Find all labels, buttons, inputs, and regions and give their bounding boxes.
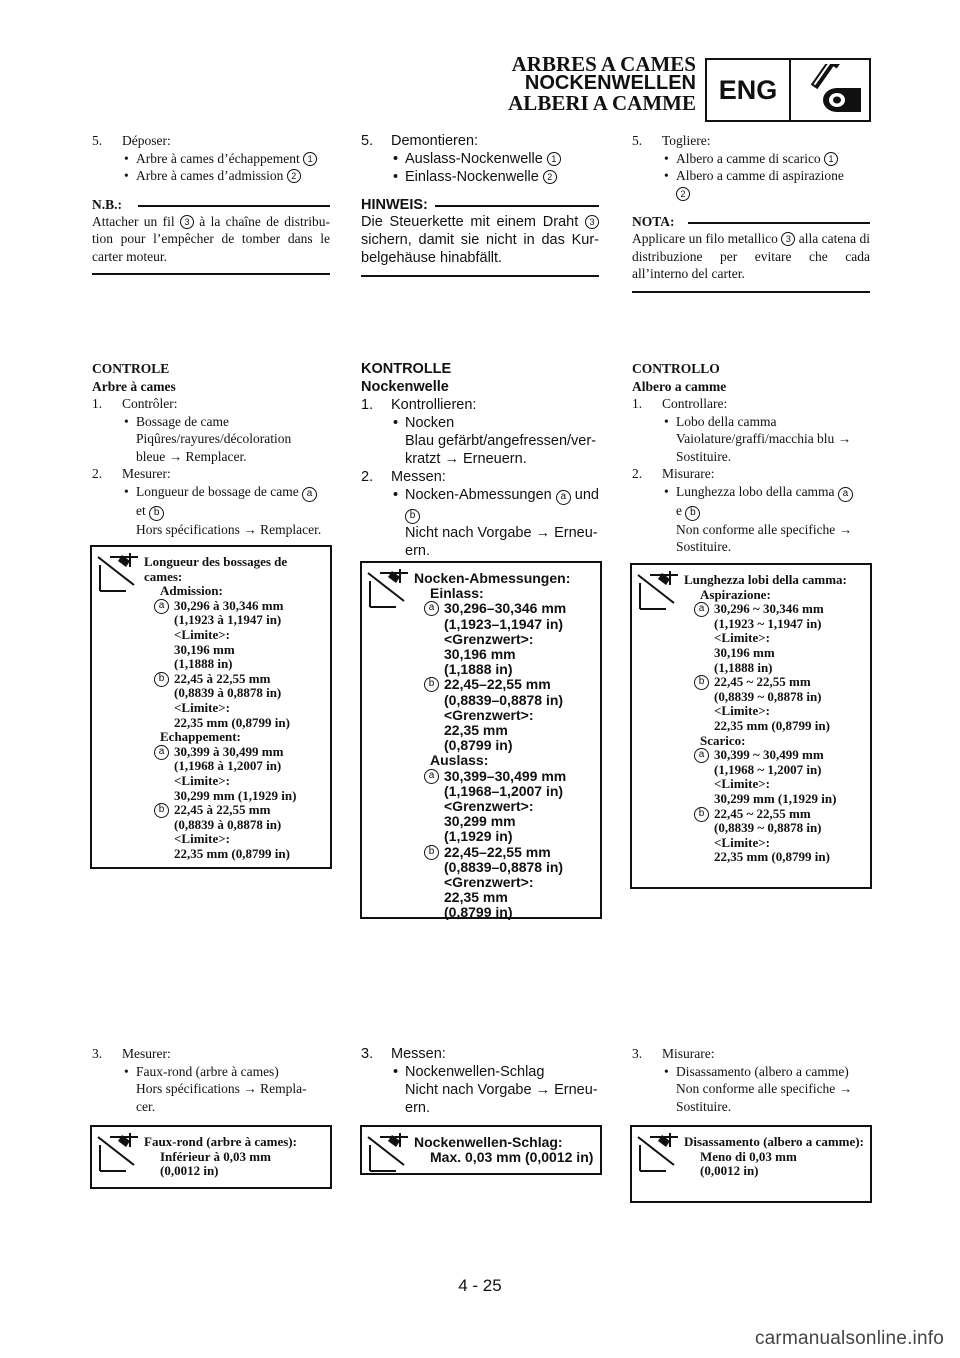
section-heading: CONTROLE [92,361,170,376]
note-body: Die Steuerkette mit einem Draht 3 sichern, damit sie nicht in das Kur-belgehäuse hinabfällt. [361,212,599,277]
section-title-fr: ARBRES A CAMES [511,52,696,76]
list-item: • Longueur de bossage de came a [92,483,330,502]
col-it-check: CONTROLLO Albero a camme 1. Controllare: • Lobo della camma Vaiolature/graffi/macchia blu → Sostituire. 2. Misurare: • Lunghezza lobo della camma a e b Non conforme alle specifiche → Sostituire. [632,360,870,556]
measure-spec-icon [96,1131,142,1175]
col-fr-check: CONTROLE Arbre à cames 1. Contrôler: • Bossage de came Piqûres/rayures/décoloration bleue → Remplacer. 2. Mesurer: • Longueur de bossage de came a et b Hors spécifications → Remplacer. [92,360,330,538]
col-de-step5: 5. Demontieren: • Auslass-Nockenwelle 1 • Einlass-Nockenwelle 2 HINWEIS: Die Steuerkette mit einem Draht 3 sichern, damit sie nicht in das Kur-belgehäuse hinabfällt. [361,132,599,277]
step-number: 5. [92,133,103,148]
eng-badge [705,58,871,122]
subsection-heading: Arbre à cames [92,378,176,394]
part-marker: 2 [287,169,301,183]
note-heading: N.B.: [92,196,330,212]
list-item: • Bossage de came [92,413,330,431]
col-it-step3: 3. Misurare: • Disassamento (albero a camme) Non conforme alle specifiche → Sostituire. [632,1045,870,1115]
spec-box-it-runout: Disassamento (albero a camme): Meno di 0,03 mm (0,0012 in) [630,1125,872,1203]
list-item: • Disassamento (albero a camme) [632,1063,870,1081]
list-item: • Albero a camme di aspirazione [632,167,870,185]
note-body: Applicare un filo metallico 3 alla catena di distribuzione per evitare che cada all’interno del carter. [632,229,870,293]
spec-box-fr: Longueur des bossages de cames: Admission: a 30,296 à 30,346 mm (1,1923 à 1,1947 in) <Limite>: 30,196 mm (1,1888 in) b 22,45 à 22,55 mm (0,8839 à 0,8878 in) <Limite>: 22,35 mm (0,8799 in) Echappement: a 30,399 à 30,499 mm (1,1968 à 1,2007 in) <Limite>: 30,299 mm (1,1929 in) b 22,45 à 22,55 mm (0,8839 à 0,8878 in) <Limite>: 22,35 mm (0,8799 in) [90,545,332,869]
col-de-check: KONTROLLE Nockenwelle 1. Kontrollieren: • Nocken Blau gefärbt/angefressen/ver- kratzt → Erneuern. 2. Messen: • Nocken-Abmessungen a und b Nicht nach Vorgabe → Erneu-ern. [361,360,599,560]
col-it-step5: 5. Togliere: • Albero a camme di scarico 1 • Albero a camme di aspirazione 2 NOTA: Applicare un filo metallico 3 alla catena di distribuzione per evitare che cada all’interno del carter. [632,132,870,293]
spec-box-fr-runout: Faux-rond (arbre à cames): Inférieur à 0,03 mm (0,0012 in) [90,1125,332,1189]
col-de-step3: 3. Messen: • Nockenwellen-Schlag Nicht nach Vorgabe → Erneu- ern. [361,1045,599,1117]
measure-spec-icon [636,569,682,613]
list-item: • Lunghezza lobo della camma a [632,483,870,502]
list-item: • Auslass-Nockenwelle 1 [361,150,599,168]
list-item: • Einlass-Nockenwelle 2 [361,168,599,186]
list-item: • Nockenwellen-Schlag [361,1063,599,1081]
list-item: • Arbre à cames d’admission 2 [92,167,330,185]
list-item: • Nocken [361,414,599,432]
col-fr-step3: 3. Mesurer: • Faux-rond (arbre à cames) Hors spécifications → Rempla- cer. [92,1045,330,1115]
watermark: carmanualsonline.info [754,1328,944,1349]
section-title-de: NOCKENWELLEN [524,72,696,94]
spec-box-it: Lunghezza lobi della camma: Aspirazione: a 30,296 ~ 30,346 mm (1,1923 ~ 1,1947 in) <Limite>: 30,196 mm (1,1888 in) b 22,45 ~ 22,55 mm (0,8839 ~ 0,8878 in) <Limite>: 22,35 mm (0,8799 in) Scarico: a 30,399 ~ 30,499 mm (1,1968 ~ 1,2007 in) <Limite>: 30,299 mm (1,1929 in) b 22,45 ~ 22,55 mm (0,8839 ~ 0,8878 in) <Limite>: 22,35 mm (0,8799 in) [630,563,872,889]
engine-wrench-icon [793,64,865,116]
measure-spec-icon [366,567,412,611]
list-item: • Nocken-Abmessungen a und [361,486,599,505]
col-fr-step5 [92,132,330,275]
note-body: Attacher un fil 3 à la chaîne de distribu-tion pour l’empêcher de tomber dans le carter moteur. [92,212,330,276]
list-item: • Albero a camme di scarico 1 [632,150,870,168]
step-label: Déposer: [122,133,171,148]
note-heading: NOTA: [632,213,870,229]
measure-spec-icon [96,551,142,595]
list-item: • Faux-rond (arbre à cames) [92,1063,330,1081]
measure-spec-icon [366,1131,412,1175]
list-item: • Arbre à cames d’échappement 1 [92,150,330,168]
spec-box-de-runout: Nockenwellen-Schlag: Max. 0,03 mm (0,0012 in) [360,1125,602,1175]
page-number: 4 - 25 [458,1276,502,1295]
measure-spec-icon [636,1131,682,1175]
eng-label: ENG [707,60,791,120]
note-heading: HINWEIS: [361,196,599,212]
spec-box-de: Nocken-Abmessungen: Einlass: a 30,296–30,346 mm (1,1923–1,1947 in) <Grenzwert>: 30,196 mm (1,1888 in) b 22,45–22,55 mm (0,8839–0,8878 in) <Grenzwert>: 22,35 mm (0,8799 in) Auslass: a 30,399–30,499 mm (1,1968–1,2007 in) <Grenzwert>: 30,299 mm (1,1929 in) b 22,45–22,55 mm (0,8839–0,8878 in) <Grenzwert>: 22,35 mm (0,8799 in) [360,561,602,919]
list-item: • Lobo della camma [632,413,870,431]
part-marker: 1 [303,152,317,166]
section-title-it: ALBERI A CAMME [508,91,696,115]
